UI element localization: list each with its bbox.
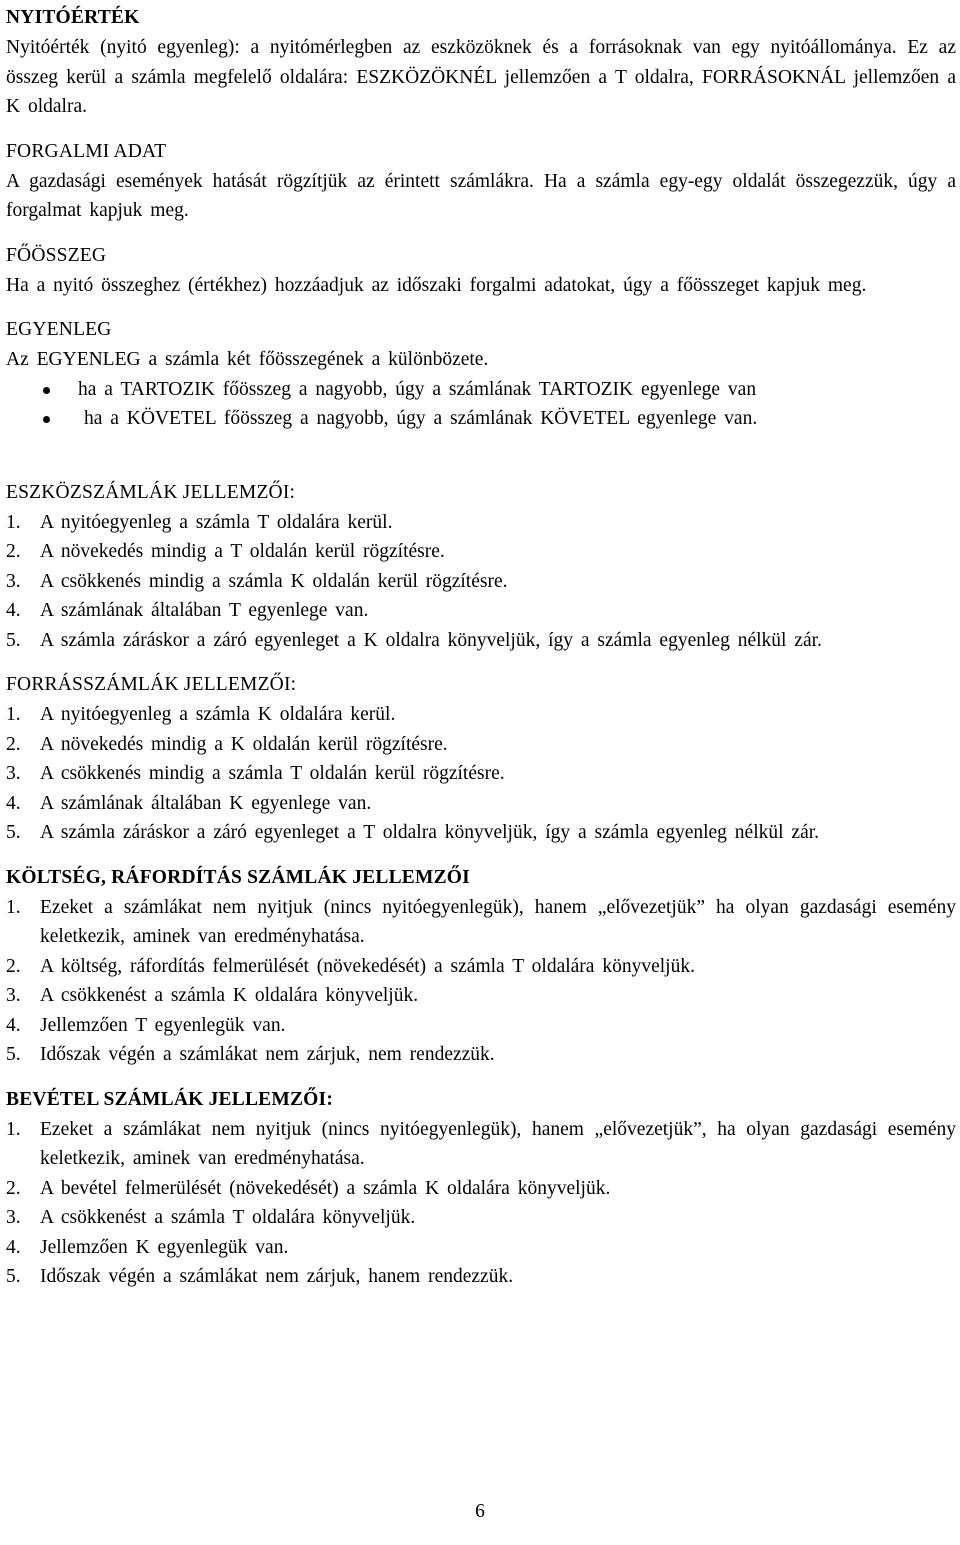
list-item [6, 626, 956, 656]
list-number: 5. [6, 1044, 21, 1065]
list-number: 1. [6, 704, 21, 725]
list-item [6, 981, 956, 1011]
list-item [6, 759, 956, 789]
list-number: 3. [6, 570, 21, 592]
list-item-text: Időszak végén a számlákat nem zárjuk, hanem rendezzük. [40, 1266, 514, 1287]
list-number: 1. [6, 896, 21, 918]
list-item-text: Jellemzően T egyenlegük van. [40, 1014, 286, 1036]
bullet-list [6, 375, 956, 434]
list-number: 4. [6, 1236, 21, 1258]
document-page [6, 3, 956, 1292]
section-heading: FORRÁSSZÁMLÁK JELLEMZŐI: [6, 674, 297, 695]
section-heading: KÖLTSÉG, RÁFORDÍTÁS SZÁMLÁK JELLEMZŐI [6, 866, 470, 888]
list-item-text: A nyitóegyenleg a számla K oldalára kerül. [40, 704, 396, 725]
list-item [6, 893, 956, 952]
section-bevetel [6, 1085, 956, 1292]
list-item-text: A számlának általában T egyenlege van. [40, 600, 369, 621]
section-eszkozszamlak [6, 478, 956, 656]
list-item-text: A növekedés mindig a K oldalán kerül rögzítésre. [40, 733, 448, 755]
list-number: 2. [6, 733, 21, 755]
list-item [6, 1011, 956, 1041]
list-number: 3. [6, 1207, 21, 1228]
list-item-text: A nyitóegyenleg a számla T oldalára kerül. [40, 511, 393, 533]
list-item-text: A csökkenés mindig a számla K oldalán kerül rögzítésre. [40, 570, 508, 592]
list-item [6, 700, 956, 730]
list-item-text: A számla záráskor a záró egyenleget a T oldalra könyveljük, így a számla egyenleg nélkül zár. [40, 822, 820, 843]
page-number: 6 [475, 1501, 485, 1522]
list-item [6, 1233, 956, 1263]
list-number: 1. [6, 1118, 21, 1140]
section-heading: FŐÖSSZEG [6, 244, 107, 266]
list-number: 3. [6, 763, 21, 784]
list-item-text: A növekedés mindig a T oldalán kerül rögzítésre. [40, 541, 445, 562]
list-item-text: ha a TARTOZIK főösszeg a nagyobb, úgy a számlának TARTOZIK egyenlege van [78, 378, 757, 400]
list-number: 2. [6, 1177, 21, 1199]
section-foosszeg [6, 241, 956, 301]
list-item-text: Ezeket a számlákat nem nyitjuk (nincs nyitóegyenlegük), hanem „elővezetjük” ha olyan gazdasági esemény keletkezik, aminek van eredményhatása. [40, 896, 956, 947]
section-paragraph: Az EGYENLEG a számla két főösszegének a különbözete. [6, 349, 489, 370]
list-number: 5. [6, 629, 21, 651]
list-item [6, 375, 956, 405]
list-item-text: A számla záráskor a záró egyenleget a K oldalra könyveljük, így a számla egyenleg nélkül zár. [40, 629, 822, 651]
numbered-list [6, 893, 956, 1070]
numbered-list [6, 508, 956, 656]
list-item-text: A számlának általában K egyenlege van. [40, 792, 372, 814]
section-heading: EGYENLEG [6, 319, 112, 340]
list-item [6, 567, 956, 597]
section-heading: NYITÓÉRTÉK [6, 7, 140, 28]
list-item-text: ha a KÖVETEL főösszeg a nagyobb, úgy a számlának KÖVETEL egyenlege van. [84, 408, 758, 429]
list-item [6, 1115, 956, 1174]
section-heading: FORGALMI ADAT [6, 140, 167, 162]
bullet-icon [43, 387, 50, 394]
bullet-icon [43, 416, 50, 423]
section-heading: BEVÉTEL SZÁMLÁK JELLEMZŐI: [6, 1088, 334, 1110]
list-item-text: A költség, ráfordítás felmerülését (növekedését) a számla T oldalára könyveljük. [40, 955, 695, 977]
list-item [6, 818, 956, 848]
list-number: 2. [6, 955, 21, 977]
section-paragraph: A gazdasági események hatását rögzítjük az érintett számlákra. Ha a számla egy-egy oldalát összegezzük, úgy a forgalmat kapjuk meg. [6, 170, 956, 221]
list-item-text: A bevétel felmerülését (növekedését) a számla K oldalára könyveljük. [40, 1177, 611, 1199]
list-number: 3. [6, 985, 21, 1006]
list-item [6, 1262, 956, 1292]
list-item-text: A csökkenést a számla K oldalára könyveljük. [40, 985, 419, 1006]
list-item [6, 508, 956, 538]
section-forrasszamlak [6, 670, 956, 848]
list-number: 1. [6, 511, 21, 533]
list-item [6, 1203, 956, 1233]
list-item [6, 537, 956, 567]
list-item [6, 1040, 956, 1070]
list-item-text: Időszak végén a számlákat nem zárjuk, nem rendezzük. [40, 1044, 495, 1065]
list-number: 4. [6, 1014, 21, 1036]
numbered-list [6, 1115, 956, 1292]
list-number: 4. [6, 600, 21, 621]
list-item [6, 730, 956, 760]
list-number: 4. [6, 792, 21, 814]
list-number: 2. [6, 541, 21, 562]
section-egyenleg [6, 315, 956, 434]
list-number: 5. [6, 1266, 21, 1287]
list-item [6, 789, 956, 819]
section-forgalmi-adat [6, 137, 956, 226]
section-koltseg [6, 863, 956, 1070]
section-nyitoertek [6, 3, 956, 122]
list-item [6, 1174, 956, 1204]
numbered-list [6, 700, 956, 848]
list-item [6, 952, 956, 982]
list-number: 5. [6, 822, 21, 843]
list-item-text: A csökkenés mindig a számla T oldalán kerül rögzítésre. [40, 763, 505, 784]
section-paragraph: Ha a nyitó összeghez (értékhez) hozzáadjuk az időszaki forgalmi adatokat, úgy a főösszeget kapjuk meg. [6, 274, 867, 296]
list-item [6, 404, 956, 434]
section-paragraph: Nyitóérték (nyitó egyenleg): a nyitómérlegben az eszközöknek és a forrásoknak van egy nyitóállománya. Ez az összeg kerül a számla megfelelő oldalára: ESZKÖZÖKNÉL jellemzően a T oldalra, FORRÁSOKNÁL jellemzően a K oldalra. [6, 37, 956, 117]
list-item-text: Ezeket a számlákat nem nyitjuk (nincs nyitóegyenlegük), hanem „elővezetjük”, ha olyan gazdasági esemény keletkezik, aminek van eredményhatása. [40, 1118, 956, 1169]
list-item-text: A csökkenést a számla T oldalára könyveljük. [40, 1207, 416, 1228]
list-item [6, 596, 956, 626]
list-item-text: Jellemzően K egyenlegük van. [40, 1236, 289, 1258]
section-heading: ESZKÖZSZÁMLÁK JELLEMZŐI: [6, 481, 296, 503]
